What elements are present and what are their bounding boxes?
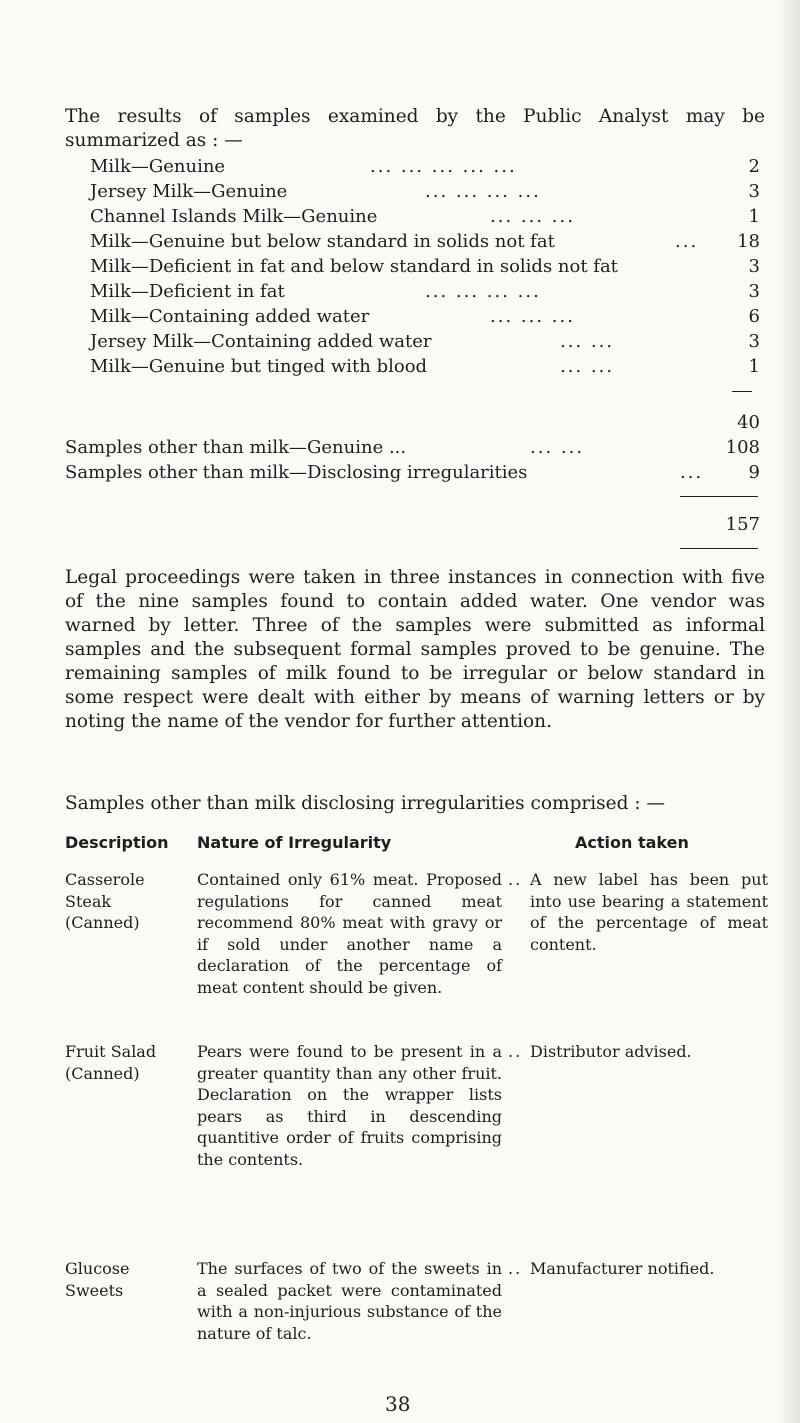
dot-leader: ... ... ... ... [425, 181, 541, 202]
column-header-nature: Nature of Irregularity [197, 833, 392, 852]
summary-count: 2 [748, 156, 760, 177]
row-nature: The surfaces of two of the sweets in a sealed packet were contaminated with a non-injurious substance of the nature of talc. [197, 1259, 502, 1343]
grand-total: 157 [725, 514, 760, 535]
summary-count: 18 [737, 231, 760, 252]
milk-total-row [90, 410, 760, 435]
grand-total-row [90, 512, 760, 537]
summary-count: 1 [748, 356, 760, 377]
dot-leader: ... ... [530, 437, 585, 458]
summary-count: 9 [748, 462, 760, 483]
total-rule-top [680, 496, 758, 497]
summary-row [90, 254, 760, 279]
summary-label: Channel Islands Milk—Genuine [90, 206, 378, 227]
summary-row [90, 279, 760, 304]
page-number: 38 [385, 1392, 411, 1416]
summary-label: Milk—Genuine [90, 156, 226, 177]
dot-leader: ... ... [560, 331, 615, 352]
summary-label: Samples other than milk—Genuine ... [65, 437, 407, 458]
summary-count: 3 [748, 281, 760, 302]
summary-label: Milk—Deficient in fat and below standard in solids not fat [90, 256, 618, 277]
row-leader: .. [508, 1042, 523, 1061]
row-nature: Contained only 61% meat. Proposed regulations for canned meat recommend 80% meat with gravy or if sold under another name a declaration of the percentage of meat content should be given. [197, 870, 502, 997]
summary-row [90, 304, 760, 329]
dot-leader: ... ... ... ... ... [370, 156, 517, 177]
summary-count: 3 [748, 256, 760, 277]
intro-paragraph: The results of samples examined by the Public Analyst may be summarized as : — [65, 106, 765, 151]
column-header-description: Description [65, 833, 169, 852]
row-nature: Pears were found to be present in a greater quantity than any other fruit. Declaration on the wrapper lists pears as third in descending quantitive order of fruits comprising the contents. [197, 1042, 502, 1169]
row-description: Casserole Steak (Canned) [65, 870, 145, 932]
summary-label: Samples other than milk—Disclosing irregularities [65, 462, 528, 483]
row-description: Glucose Sweets [65, 1259, 130, 1300]
summary-label: Jersey Milk—Genuine [90, 181, 288, 202]
page-edge-shadow [778, 0, 800, 1423]
row-action: Distributor advised. [530, 1042, 692, 1061]
summary-count: 3 [748, 331, 760, 352]
summary-count: 108 [725, 437, 760, 458]
summary-count: 1 [748, 206, 760, 227]
summary-label: Milk—Deficient in fat [90, 281, 285, 302]
summary-row [90, 179, 760, 204]
row-action: Manufacturer notified. [530, 1259, 715, 1278]
summary-row [65, 460, 760, 485]
dot-leader: ... ... [560, 356, 615, 377]
row-leader: .. [508, 870, 523, 889]
total-rule-bottom [680, 548, 758, 549]
column-header-action: Action taken [575, 833, 689, 852]
dot-leader: ... [675, 231, 699, 252]
summary-row [90, 229, 760, 254]
legal-proceedings-paragraph: Legal proceedings were taken in three instances in connection with five of the nine samples found to contain added water. One vendor was warned by letter. Three of the samples were submitted as informal samples and the subsequent formal samples proved to be genuine. The remaining samples of milk found to be irregular or below standard in some respect were dealt with either by means of warning letters or by noting the name of the vendor for further attention. [65, 567, 765, 732]
dot-leader: ... [680, 462, 704, 483]
summary-row [90, 204, 760, 229]
summary-label: Milk—Containing added water [90, 306, 370, 327]
summary-count: 3 [748, 181, 760, 202]
dot-leader: ... ... ... [490, 206, 575, 227]
summary-label: Milk—Genuine but below standard in solids not fat [90, 231, 555, 252]
subtotal-dash [732, 391, 752, 392]
summary-label: Jersey Milk—Containing added water [90, 331, 432, 352]
summary-row [65, 435, 760, 460]
row-leader: .. [508, 1259, 523, 1278]
row-action: A new label has been put into use bearing a statement of the percentage of meat content. [530, 870, 768, 954]
dot-leader: ... ... ... ... [425, 281, 541, 302]
row-description: Fruit Salad (Canned) [65, 1042, 157, 1083]
summary-row [90, 354, 760, 379]
milk-total: 40 [737, 412, 760, 433]
summary-row [90, 154, 760, 179]
summary-count: 6 [748, 306, 760, 327]
summary-label: Milk—Genuine but tinged with blood [90, 356, 428, 377]
irregularities-intro: Samples other than milk disclosing irregularities comprised : — [65, 793, 665, 814]
summary-row [90, 329, 760, 354]
dot-leader: ... ... ... [490, 306, 575, 327]
